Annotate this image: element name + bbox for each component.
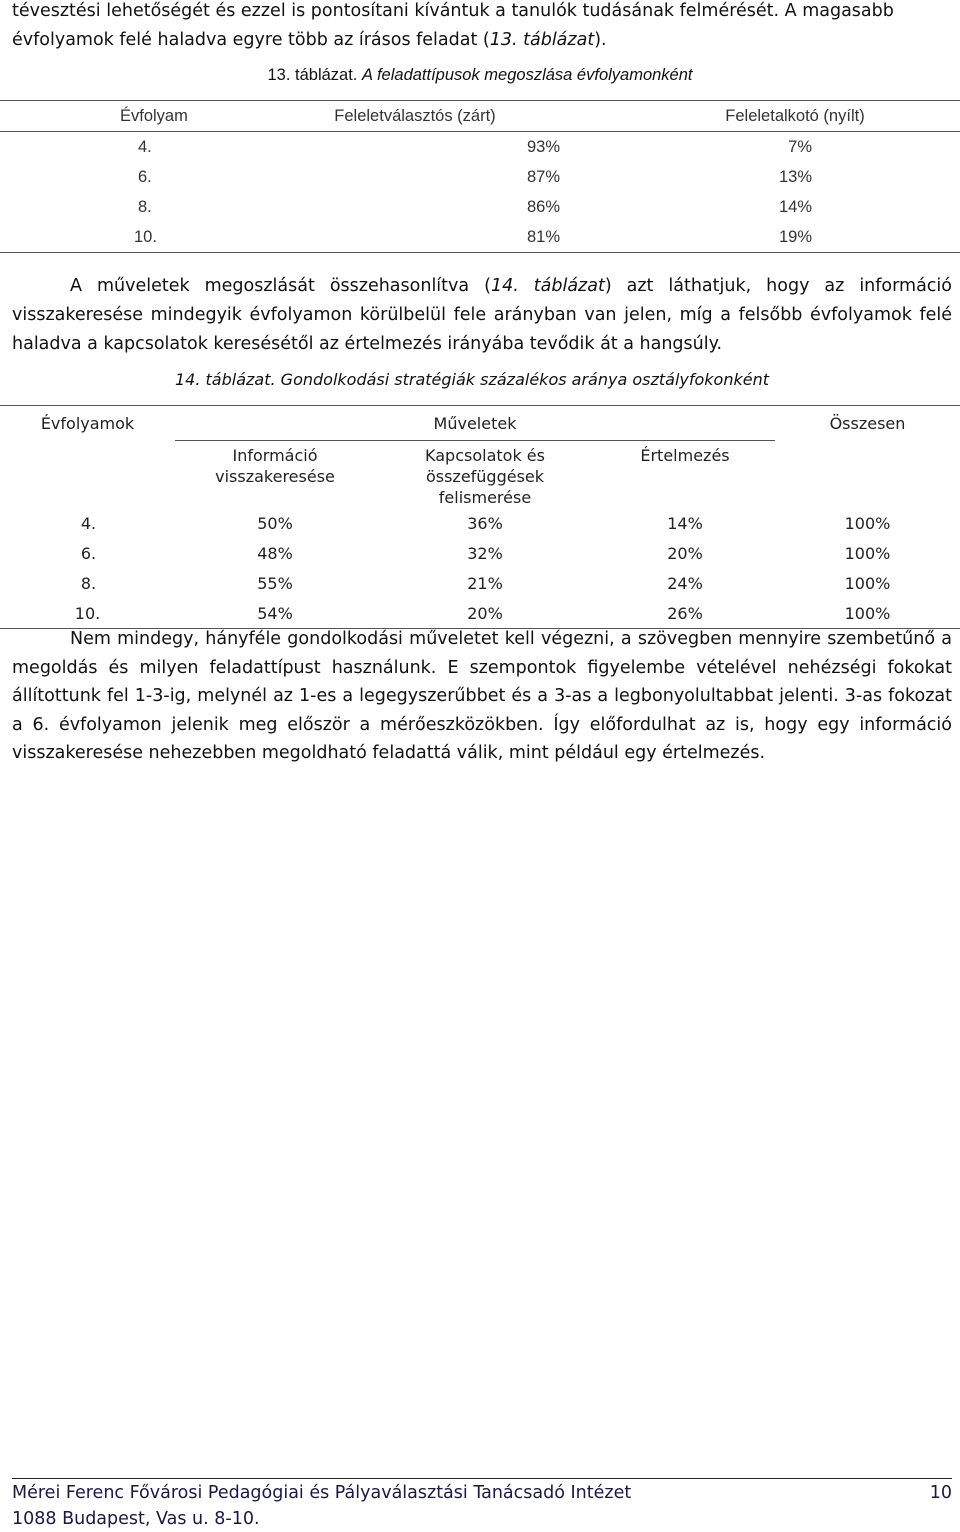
table14-cell-total: 100% bbox=[844, 573, 891, 593]
table13-reference: 13. táblázat bbox=[489, 30, 595, 50]
intro-paragraph bbox=[12, 0, 952, 55]
table14-cell-interpretation: 24% bbox=[667, 573, 703, 593]
table13-caption-text: A feladattípusok megoszlása évfolyamonként bbox=[362, 66, 693, 84]
table14-header-operations: Műveletek bbox=[175, 406, 775, 441]
table14-header-row-2 bbox=[0, 441, 960, 509]
table13-header-row bbox=[0, 101, 960, 132]
table14-header-total: Összesen bbox=[829, 413, 906, 433]
para2-post: ) azt láthatjuk, hogy az információ visszakeresése mindegyik évfolyamon körülbelül fele arányban van jelen, míg a felsőbb évfolyamok felé haladva a kapcsolatok keresésétől az értelmezés irányába tevődik át a hangsúly. bbox=[12, 276, 952, 354]
footer-address: 1088 Budapest, Vas u. 8-10. bbox=[12, 1509, 260, 1529]
intro-line-2-end: ). bbox=[594, 30, 607, 50]
table14-cell-connections: 21% bbox=[467, 573, 503, 593]
table13-cell-closed: 86% bbox=[526, 197, 560, 216]
table14-cell-grade: 10. bbox=[74, 603, 101, 623]
table14-cell-info: 50% bbox=[257, 513, 293, 533]
intro-line-2-text: évfolyamok felé haladva egyre több az írásos feladat ( bbox=[12, 30, 490, 50]
table14-header-row-1 bbox=[0, 406, 960, 441]
table-13 bbox=[0, 100, 960, 253]
table13-caption bbox=[0, 66, 960, 85]
intro-line-1: tévesztési lehetőségét és ezzel is pontosítani kívántuk a tanulók tudásának felmérését. A magasabb bbox=[12, 1, 894, 21]
table-row bbox=[0, 568, 960, 598]
table14-reference: 14. táblázat bbox=[490, 276, 605, 296]
table13-header-open: Feleletalkotó (nyílt) bbox=[725, 106, 865, 125]
table13-cell-grade: 6. bbox=[138, 167, 152, 186]
table-row bbox=[0, 598, 960, 629]
table14-cell-total: 100% bbox=[844, 513, 891, 533]
table13-cell-open: 14% bbox=[778, 197, 812, 216]
paragraph-operations bbox=[12, 272, 952, 359]
table14-cell-grade: 4. bbox=[80, 513, 97, 533]
table13-caption-number: 13. táblázat. bbox=[267, 66, 358, 84]
page-footer bbox=[12, 1480, 952, 1532]
paragraph-difficulty-text: Nem mindegy, hányféle gondolkodási műveletet kell végezni, a szövegben mennyire szembetűnő a megoldás és milyen feladattípust használunk. E szempontok figyelembe vételével nehézségi fokokat állítottunk fel 1-3-ig, melynél az 1-es a legegyszerűbbet és a 3-as a legbonyolultabbat jelenti. 3-as fokozat a 6. évfolyamon jelenik meg először a mérőeszközökben. Így előfordulhat az is, hogy egy információ visszakeresése nehezebben megoldható feladattá válik, mint például egy értelmezés. bbox=[12, 629, 952, 763]
table14-caption-text: Gondolkodási stratégiák százalékos aránya osztályfokonként bbox=[280, 370, 769, 389]
table14-header-info: Információ visszakeresése bbox=[215, 446, 335, 486]
paragraph-operations-text bbox=[12, 272, 952, 359]
table-14 bbox=[0, 405, 960, 629]
table13-cell-grade: 8. bbox=[138, 197, 152, 216]
table14-cell-info: 54% bbox=[257, 603, 293, 623]
table13-cell-grade: 4. bbox=[138, 137, 152, 156]
intro-line-2 bbox=[12, 26, 952, 55]
table14-cell-total: 100% bbox=[844, 543, 891, 563]
para2-pre: A műveletek megoszlását összehasonlítva ( bbox=[70, 276, 491, 296]
table14-header-grades: Évfolyamok bbox=[40, 413, 135, 433]
table-row bbox=[0, 508, 960, 538]
table14-cell-info: 48% bbox=[257, 543, 293, 563]
table14-caption bbox=[0, 370, 952, 389]
table14-header-interpretation: Értelmezés bbox=[640, 446, 730, 465]
table14-cell-grade: 8. bbox=[80, 573, 97, 593]
table14-cell-connections: 36% bbox=[467, 513, 503, 533]
table13-cell-open: 19% bbox=[778, 227, 812, 246]
table-row bbox=[0, 222, 960, 253]
table13-cell-grade: 10. bbox=[134, 227, 157, 246]
table14-caption-number: 14. táblázat. bbox=[175, 370, 276, 389]
table13-header-grade: Évfolyam bbox=[120, 106, 188, 125]
table-row bbox=[0, 132, 960, 163]
table14-cell-interpretation: 14% bbox=[667, 513, 703, 533]
table14-cell-interpretation: 26% bbox=[667, 603, 703, 623]
footer-institute: Mérei Ferenc Fővárosi Pedagógiai és Pályaválasztási Tanácsadó Intézet bbox=[12, 1483, 632, 1503]
table13-cell-closed: 93% bbox=[526, 137, 560, 156]
page-number: 10 bbox=[929, 1483, 952, 1503]
table14-cell-connections: 20% bbox=[467, 603, 503, 623]
table14-cell-total: 100% bbox=[844, 603, 891, 623]
table14-header-connections: Kapcsolatok és összefüggések felismerése bbox=[425, 446, 545, 507]
paragraph-difficulty bbox=[12, 625, 952, 768]
table-row bbox=[0, 538, 960, 568]
table13-cell-closed: 81% bbox=[526, 227, 560, 246]
table13-header-closed: Feleletválasztós (zárt) bbox=[334, 106, 496, 125]
table13-cell-closed: 87% bbox=[526, 167, 560, 186]
table13-cell-open: 7% bbox=[788, 137, 812, 156]
footer-divider bbox=[12, 1478, 952, 1479]
table14-cell-info: 55% bbox=[257, 573, 293, 593]
table-row bbox=[0, 192, 960, 222]
table14-cell-grade: 6. bbox=[80, 543, 97, 563]
table-row bbox=[0, 162, 960, 192]
table13-cell-open: 13% bbox=[778, 167, 812, 186]
table14-cell-connections: 32% bbox=[467, 543, 503, 563]
table14-cell-interpretation: 20% bbox=[667, 543, 703, 563]
